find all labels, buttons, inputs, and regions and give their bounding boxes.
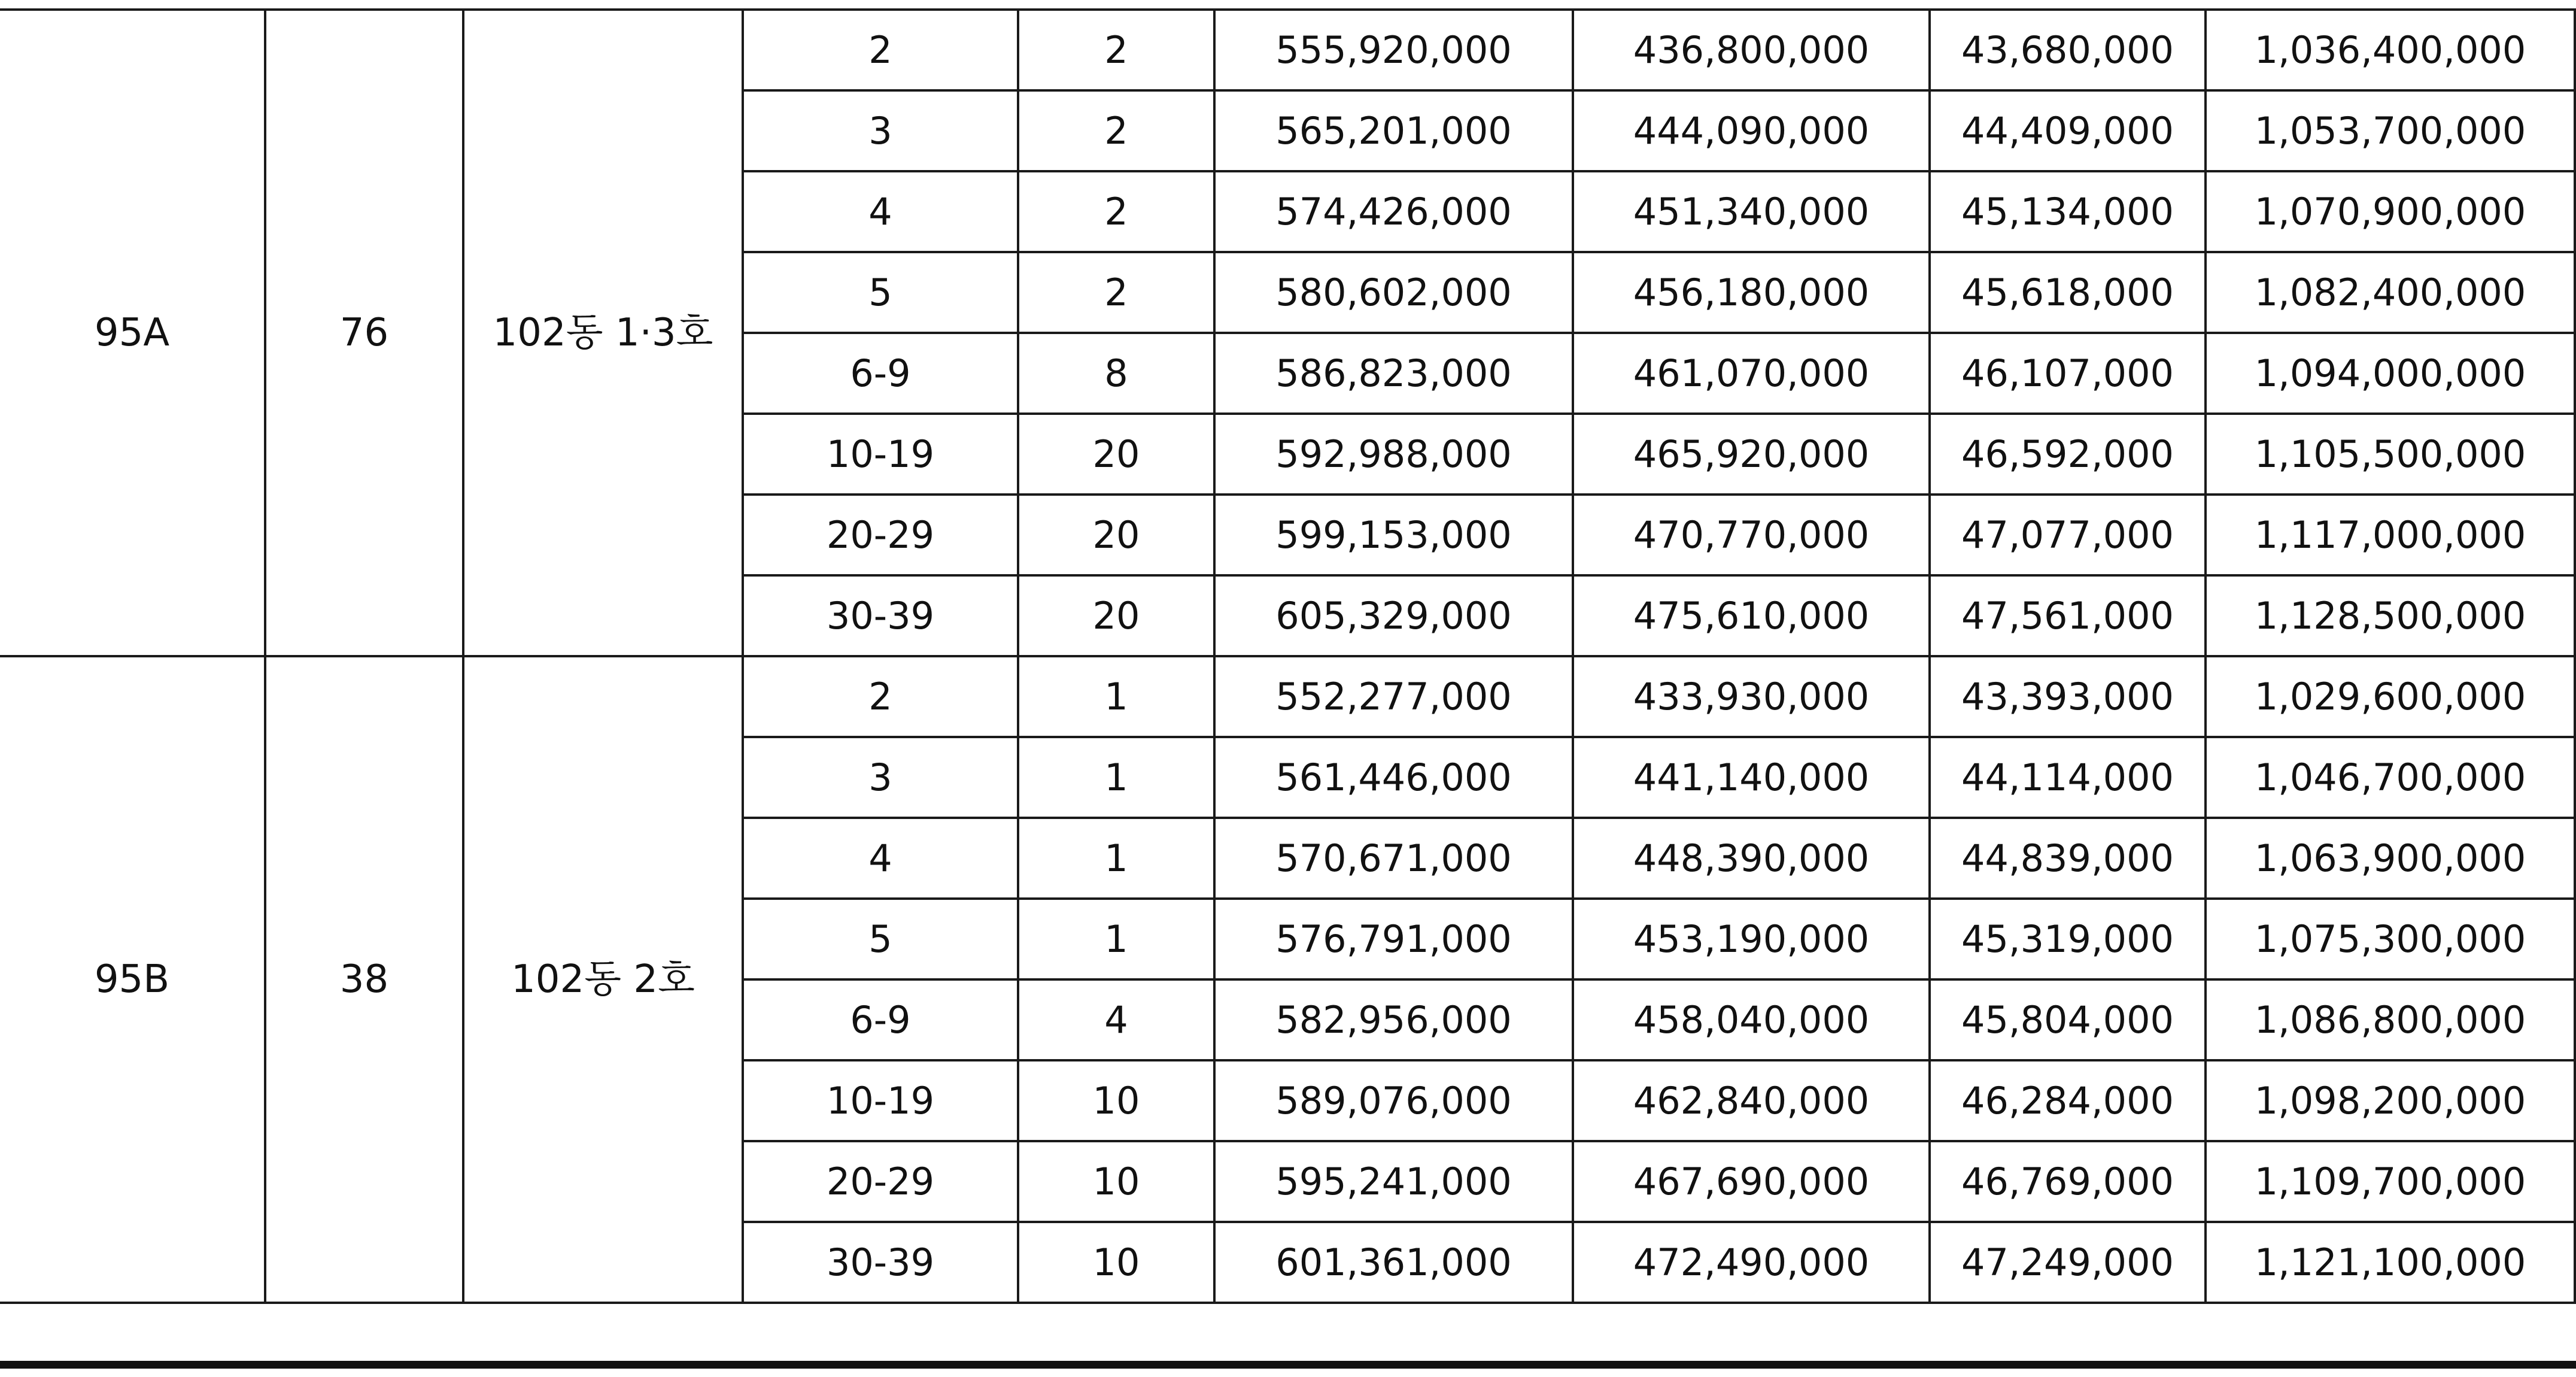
floor-cell: 30-39	[743, 1222, 1018, 1303]
land-price-cell: 574,426,000	[1214, 171, 1573, 252]
building-price-cell: 470,770,000	[1573, 495, 1930, 575]
total-price-cell: 1,053,700,000	[2206, 90, 2575, 171]
unit-count-cell: 1	[1018, 818, 1214, 899]
building-price-cell: 461,070,000	[1573, 333, 1930, 414]
floor-cell: 6-9	[743, 333, 1018, 414]
total-price-cell: 1,094,000,000	[2206, 333, 2575, 414]
vat-cell: 46,592,000	[1930, 414, 2206, 495]
total-price-cell: 1,109,700,000	[2206, 1141, 2575, 1222]
land-price-cell: 570,671,000	[1214, 818, 1573, 899]
total-price-cell: 1,098,200,000	[2206, 1060, 2575, 1141]
vat-cell: 45,134,000	[1930, 171, 2206, 252]
floor-cell: 3	[743, 737, 1018, 818]
floor-cell: 2	[743, 656, 1018, 737]
unit-count-cell: 1	[1018, 899, 1214, 979]
floor-cell: 20-29	[743, 495, 1018, 575]
unit-count-cell: 1	[1018, 656, 1214, 737]
total-price-cell: 1,075,300,000	[2206, 899, 2575, 979]
total-price-cell: 1,029,600,000	[2206, 656, 2575, 737]
building-price-cell: 451,340,000	[1573, 171, 1930, 252]
building-location-cell: 102동 1·3호	[463, 10, 743, 656]
floor-cell: 10-19	[743, 1060, 1018, 1141]
land-price-cell: 605,329,000	[1214, 575, 1573, 656]
unit-count-cell: 20	[1018, 575, 1214, 656]
vat-cell: 43,393,000	[1930, 656, 2206, 737]
type-cell: 95B	[0, 656, 265, 1303]
price-table	[0, 8, 2576, 1304]
floor-cell: 6-9	[743, 979, 1018, 1060]
floor-cell: 4	[743, 818, 1018, 899]
type-cell: 95A	[0, 10, 265, 656]
total-units-cell: 38	[265, 656, 463, 1303]
total-price-cell: 1,105,500,000	[2206, 414, 2575, 495]
vat-cell: 47,077,000	[1930, 495, 2206, 575]
total-price-cell: 1,082,400,000	[2206, 252, 2575, 333]
building-price-cell: 458,040,000	[1573, 979, 1930, 1060]
land-price-cell: 595,241,000	[1214, 1141, 1573, 1222]
vat-cell: 43,680,000	[1930, 10, 2206, 90]
vat-cell: 44,839,000	[1930, 818, 2206, 899]
building-price-cell: 453,190,000	[1573, 899, 1930, 979]
unit-count-cell: 2	[1018, 10, 1214, 90]
total-price-cell: 1,117,000,000	[2206, 495, 2575, 575]
floor-cell: 5	[743, 899, 1018, 979]
vat-cell: 47,561,000	[1930, 575, 2206, 656]
price-table-body	[0, 10, 2576, 1303]
vat-cell: 46,769,000	[1930, 1141, 2206, 1222]
land-price-cell: 586,823,000	[1214, 333, 1573, 414]
land-price-cell: 582,956,000	[1214, 979, 1573, 1060]
building-price-cell: 436,800,000	[1573, 10, 1930, 90]
building-price-cell: 441,140,000	[1573, 737, 1930, 818]
floor-cell: 10-19	[743, 414, 1018, 495]
unit-count-cell: 1	[1018, 737, 1214, 818]
floor-cell: 20-29	[743, 1141, 1018, 1222]
vat-cell: 46,107,000	[1930, 333, 2206, 414]
total-price-cell: 1,128,500,000	[2206, 575, 2575, 656]
total-price-cell: 1,070,900,000	[2206, 171, 2575, 252]
unit-count-cell: 8	[1018, 333, 1214, 414]
total-units-cell: 76	[265, 10, 463, 656]
building-price-cell: 456,180,000	[1573, 252, 1930, 333]
total-price-cell: 1,063,900,000	[2206, 818, 2575, 899]
building-price-cell: 475,610,000	[1573, 575, 1930, 656]
land-price-cell: 552,277,000	[1214, 656, 1573, 737]
vat-cell: 45,804,000	[1930, 979, 2206, 1060]
unit-count-cell: 2	[1018, 90, 1214, 171]
land-price-cell: 561,446,000	[1214, 737, 1573, 818]
vat-cell: 45,319,000	[1930, 899, 2206, 979]
bottom-rule	[0, 1361, 2576, 1369]
unit-count-cell: 2	[1018, 171, 1214, 252]
table-row	[0, 656, 2576, 737]
land-price-cell: 565,201,000	[1214, 90, 1573, 171]
floor-cell: 2	[743, 10, 1018, 90]
floor-cell: 3	[743, 90, 1018, 171]
total-price-cell: 1,121,100,000	[2206, 1222, 2575, 1303]
vat-cell: 44,114,000	[1930, 737, 2206, 818]
land-price-cell: 576,791,000	[1214, 899, 1573, 979]
building-price-cell: 467,690,000	[1573, 1141, 1930, 1222]
unit-count-cell: 4	[1018, 979, 1214, 1060]
vat-cell: 45,618,000	[1930, 252, 2206, 333]
land-price-cell: 580,602,000	[1214, 252, 1573, 333]
land-price-cell: 592,988,000	[1214, 414, 1573, 495]
land-price-cell: 599,153,000	[1214, 495, 1573, 575]
total-price-cell: 1,036,400,000	[2206, 10, 2575, 90]
unit-count-cell: 10	[1018, 1060, 1214, 1141]
floor-cell: 30-39	[743, 575, 1018, 656]
floor-cell: 4	[743, 171, 1018, 252]
total-price-cell: 1,046,700,000	[2206, 737, 2575, 818]
unit-count-cell: 20	[1018, 414, 1214, 495]
building-price-cell: 465,920,000	[1573, 414, 1930, 495]
land-price-cell: 601,361,000	[1214, 1222, 1573, 1303]
vat-cell: 46,284,000	[1930, 1060, 2206, 1141]
land-price-cell: 555,920,000	[1214, 10, 1573, 90]
unit-count-cell: 20	[1018, 495, 1214, 575]
building-price-cell: 462,840,000	[1573, 1060, 1930, 1141]
floor-cell: 5	[743, 252, 1018, 333]
building-price-cell: 444,090,000	[1573, 90, 1930, 171]
unit-count-cell: 10	[1018, 1141, 1214, 1222]
land-price-cell: 589,076,000	[1214, 1060, 1573, 1141]
building-price-cell: 433,930,000	[1573, 656, 1930, 737]
unit-count-cell: 2	[1018, 252, 1214, 333]
vat-cell: 44,409,000	[1930, 90, 2206, 171]
vat-cell: 47,249,000	[1930, 1222, 2206, 1303]
building-price-cell: 472,490,000	[1573, 1222, 1930, 1303]
table-row	[0, 10, 2576, 90]
unit-count-cell: 10	[1018, 1222, 1214, 1303]
building-price-cell: 448,390,000	[1573, 818, 1930, 899]
building-location-cell: 102동 2호	[463, 656, 743, 1303]
total-price-cell: 1,086,800,000	[2206, 979, 2575, 1060]
